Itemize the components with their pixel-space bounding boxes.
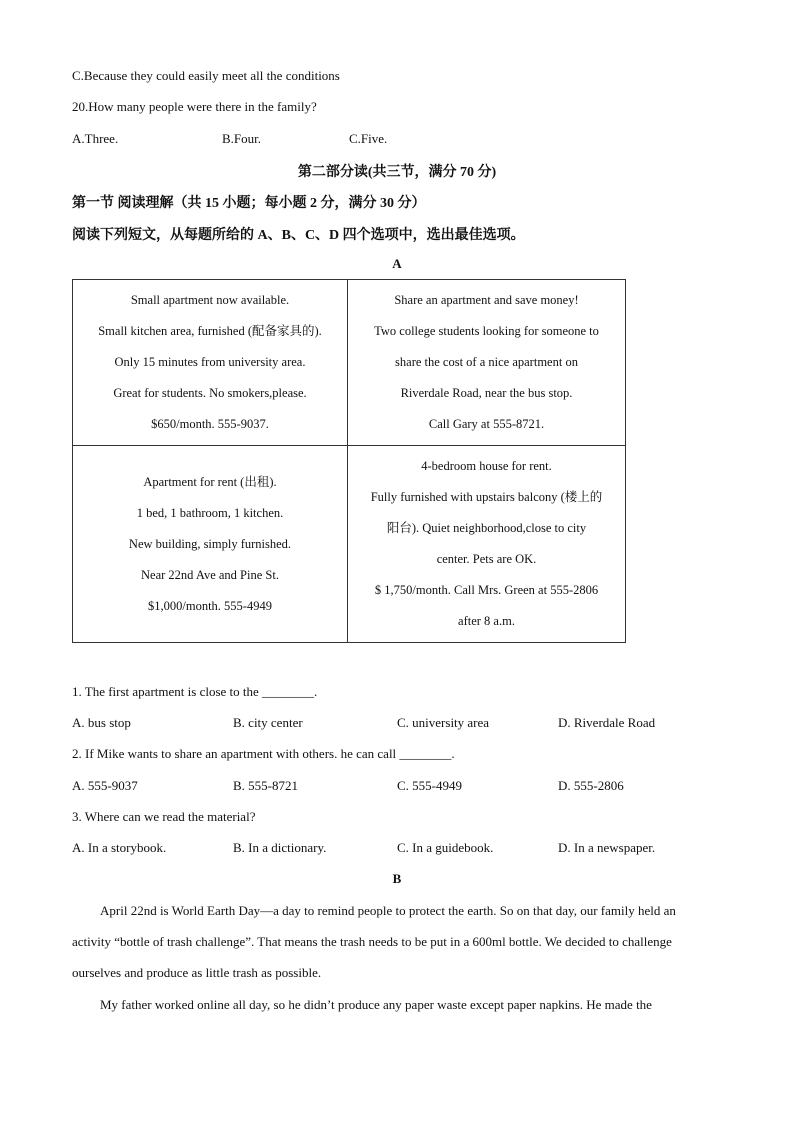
q3-option-d: D. In a newspaper. [558,840,656,855]
q20-option-b: B.Four. [222,131,262,146]
ad-line: Two college students looking for someone to [374,324,599,338]
instructions: 阅读下列短文，从每题所给的 A、B、C、D 四个选项中，选出最佳选项。 [72,228,525,243]
question-1: 1. The first apartment is close to the ________. [72,684,318,699]
ad-line: Call Gary at 555-8721. [428,417,545,431]
ad-line: $650/month. 555-9037. [151,417,269,431]
ad-line: Fully furnished with upstairs balcony (楼上的 [370,490,603,504]
passage-b-paragraph-1: April 22nd is World Earth Day—a day to remind people to protect the earth. So on that day, our family held an activity “bottle of trash challenge”. That means the trash needs to be put in a 600ml bottle. We decided to challenge ourselves and produce as little trash as possible. [72,903,676,980]
passage-b-label: B [392,871,402,886]
q3-option-b: B. In a dictionary. [233,840,327,855]
ad-line: Apartment for rent (出租). [143,474,277,489]
ad-line: Small kitchen area, furnished (配备家具的). [98,324,322,338]
question-3: 3. Where can we read the material? [72,809,256,824]
q3-option-a: A. In a storybook. [72,840,167,855]
q1-option-a: A. bus stop [72,715,131,730]
passage-a-label: A [392,256,402,271]
q2-option-b: B. 555-8721 [233,778,298,793]
ad-line: Near 22nd Ave and Pine St. [141,567,279,582]
ad-cell-4 [348,446,626,643]
ad-line: after 8 a.m. [458,614,515,628]
ad-line: Only 15 minutes from university area. [114,355,306,369]
ads-table [72,279,626,643]
q3-option-c: C. In a guidebook. [397,840,494,855]
ad-line: $ 1,750/month. Call Mrs. Green at 555-2806 [374,583,599,597]
ad-line: 阳台). Quiet neighborhood,close to city [386,521,587,535]
question-2: 2. If Mike wants to share an apartment with others. he can call ________. [72,746,455,761]
q2-option-d: D. 555-2806 [558,778,624,793]
q1-option-d: D. Riverdale Road [558,715,656,730]
ad-line: center. Pets are OK. [436,552,537,566]
ad-cell-1 [73,280,348,446]
q2-option-c: C. 555-4949 [397,778,462,793]
q2-option-a: A. 555-9037 [72,778,138,793]
q20-option-a: A.Three. [72,131,119,146]
passage-b-paragraph-2: My father worked online all day, so he didn’t produce any paper waste except paper napkins. He made the [100,997,652,1012]
ad-line: Small apartment now available. [130,293,290,307]
ad-line: 4-bedroom house for rent. [421,459,552,473]
ad-line: Great for students. No smokers,please. [113,386,307,400]
ad-line: share the cost of a nice apartment on [395,355,578,369]
q1-option-c: C. university area [397,715,490,730]
section1-title: 第一节 阅读理解（共 15 小题；每小题 2 分，满分 30 分） [72,196,426,211]
part2-title: 第二部分读(共三节，满分 70 分) [297,165,497,180]
ad-cell-3 [73,446,348,643]
ad-line: $1,000/month. 555-4949 [148,598,272,613]
q20-option-c: C.Five. [349,131,388,146]
ad-line: Riverdale Road, near the bus stop. [400,386,573,400]
ad-line: 1 bed, 1 bathroom, 1 kitchen. [136,505,284,520]
ad-line: New building, simply furnished. [128,536,292,551]
ad-line: Share an apartment and save money! [394,293,579,307]
q19-option-c: C.Because they could easily meet all the conditions [72,68,340,83]
q1-option-b: B. city center [233,715,303,730]
q20-question: 20.How many people were there in the family? [72,99,317,114]
ad-cell-2 [348,280,626,446]
